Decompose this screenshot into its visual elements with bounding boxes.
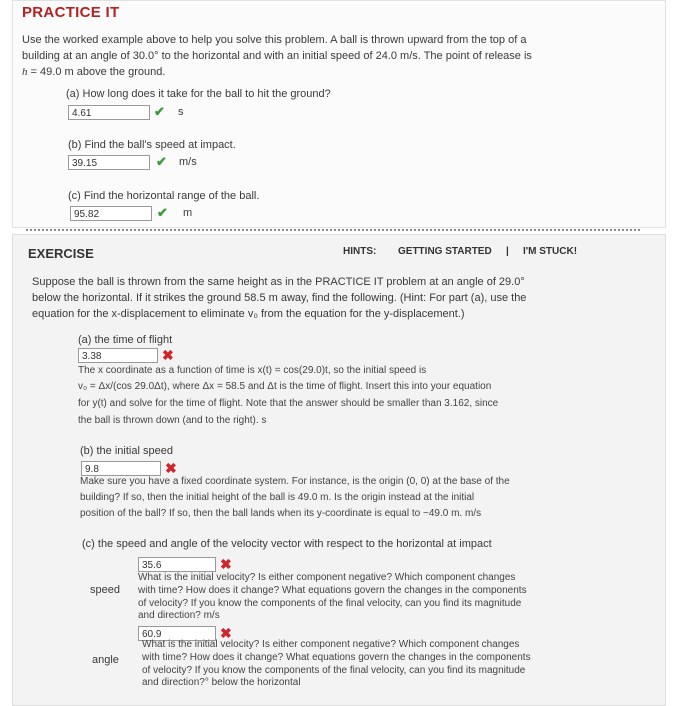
practice-question-a: (a) How long does it take for the ball to hit the ground?: [66, 88, 331, 100]
speed-feedback-line-2: with time? How does it change? What equations govern the changes in the components: [138, 585, 527, 596]
practice-answer-c-field[interactable]: 95.82: [70, 206, 152, 221]
practice-intro-line-1: Use the worked example above to help you solve this problem. A ball is thrown upward from the top of a: [22, 34, 527, 46]
exercise-intro-line-2: below the horizontal. If it strikes the ground 58.5 m away, find the following. (Hint: For part (a), use the: [32, 292, 527, 304]
exercise-intro-line-1: Suppose the ball is thrown from the same height as in the PRACTICE IT problem at an angle of 29.0°: [32, 276, 525, 288]
feedback-b-line-1: Make sure you have a fixed coordinate system. For instance, is the origin (0, 0) at the base of the: [80, 476, 510, 487]
feedback-b-line-3: position of the ball? If so, then the ball lands when its y-coordinate is equal to −49.0 m. m/s: [80, 508, 482, 519]
speed-feedback-line-1: What is the initial velocity? Is either component negative? Which component changes: [138, 572, 516, 583]
speed-feedback-line-4: and direction? m/s: [138, 610, 220, 621]
x-icon: ✖: [165, 460, 177, 476]
height-symbol: h: [22, 66, 28, 78]
exercise-answer-b-field[interactable]: 9.8: [81, 461, 161, 476]
check-icon: ✔: [156, 154, 167, 169]
check-icon: ✔: [154, 104, 165, 119]
exercise-answer-a-field[interactable]: 3.38: [78, 348, 158, 363]
feedback-a-line-2: v₀ = Δx/(cos 29.0Δt), where Δx = 58.5 and Δt is the time of flight. Insert this into your equation: [78, 381, 492, 392]
angle-feedback-line-1: What is the initial velocity? Is either component negative? Which component changes: [142, 639, 520, 650]
practice-title: PRACTICE IT: [22, 4, 120, 21]
check-icon: ✔: [157, 205, 168, 220]
unit-label: s: [178, 106, 184, 118]
practice-answer-b-field[interactable]: 39.15: [68, 155, 150, 170]
speed-feedback-line-3: of velocity? If you know the components of the final velocity, can you find its magnitude: [138, 598, 522, 609]
hints-label: HINTS:: [343, 246, 377, 257]
angle-label: angle: [92, 654, 119, 666]
feedback-b-line-2: building? If so, then the initial height of the ball is 49.0 m. Is the origin instead at the initial: [80, 492, 475, 503]
practice-answer-a-field[interactable]: 4.61: [68, 105, 150, 120]
angle-answer-field[interactable]: 60.9: [138, 626, 216, 641]
angle-feedback-line-4: and direction?° below the horizontal: [142, 677, 301, 688]
exercise-question-a: (a) the time of flight: [78, 334, 173, 346]
x-icon: ✖: [220, 625, 232, 641]
practice-intro-line-3: h = 49.0 m above the ground.: [22, 66, 166, 78]
speed-answer-field[interactable]: 35.6: [138, 557, 216, 572]
hints-separator: |: [506, 246, 509, 257]
unit-label: m: [183, 207, 193, 219]
speed-label: speed: [90, 584, 120, 596]
exercise-intro-line-3: equation for the x-displacement to eliminate v₀ from the equation for the y-displacement.): [32, 308, 465, 320]
angle-feedback-line-2: with time? How does it change? What equations govern the changes in the components: [142, 652, 531, 663]
exercise-question-c: (c) the speed and angle of the velocity vector with respect to the horizontal at impact: [82, 538, 492, 550]
x-icon: ✖: [162, 347, 174, 363]
im-stuck-link[interactable]: I'M STUCK!: [523, 246, 578, 257]
angle-feedback-line-3: of velocity? If you know the components of the final velocity, can you find its magnitude: [142, 665, 526, 676]
practice-question-c: (c) Find the horizontal range of the ball.: [68, 190, 260, 202]
feedback-a-line-3: for y(t) and solve for the time of flight. Note that the answer should be smaller than 3.162, since: [78, 398, 499, 409]
exercise-title: EXERCISE: [28, 246, 94, 261]
feedback-a-line-1: The x coordinate as a function of time is x(t) = cos(29.0)t, so the initial speed is: [78, 365, 427, 376]
section-divider: [26, 229, 640, 231]
practice-question-b: (b) Find the ball's speed at impact.: [68, 139, 236, 151]
unit-label: m/s: [179, 156, 197, 168]
practice-intro-line-2: building at an angle of 30.0° to the horizontal and with an initial speed of 24.0 m/s. The point of release is: [22, 50, 532, 62]
exercise-question-b: (b) the initial speed: [80, 445, 173, 457]
getting-started-link[interactable]: GETTING STARTED: [398, 246, 492, 257]
x-icon: ✖: [220, 556, 232, 572]
feedback-a-line-4: the ball is thrown down (and to the right). s: [78, 415, 267, 426]
